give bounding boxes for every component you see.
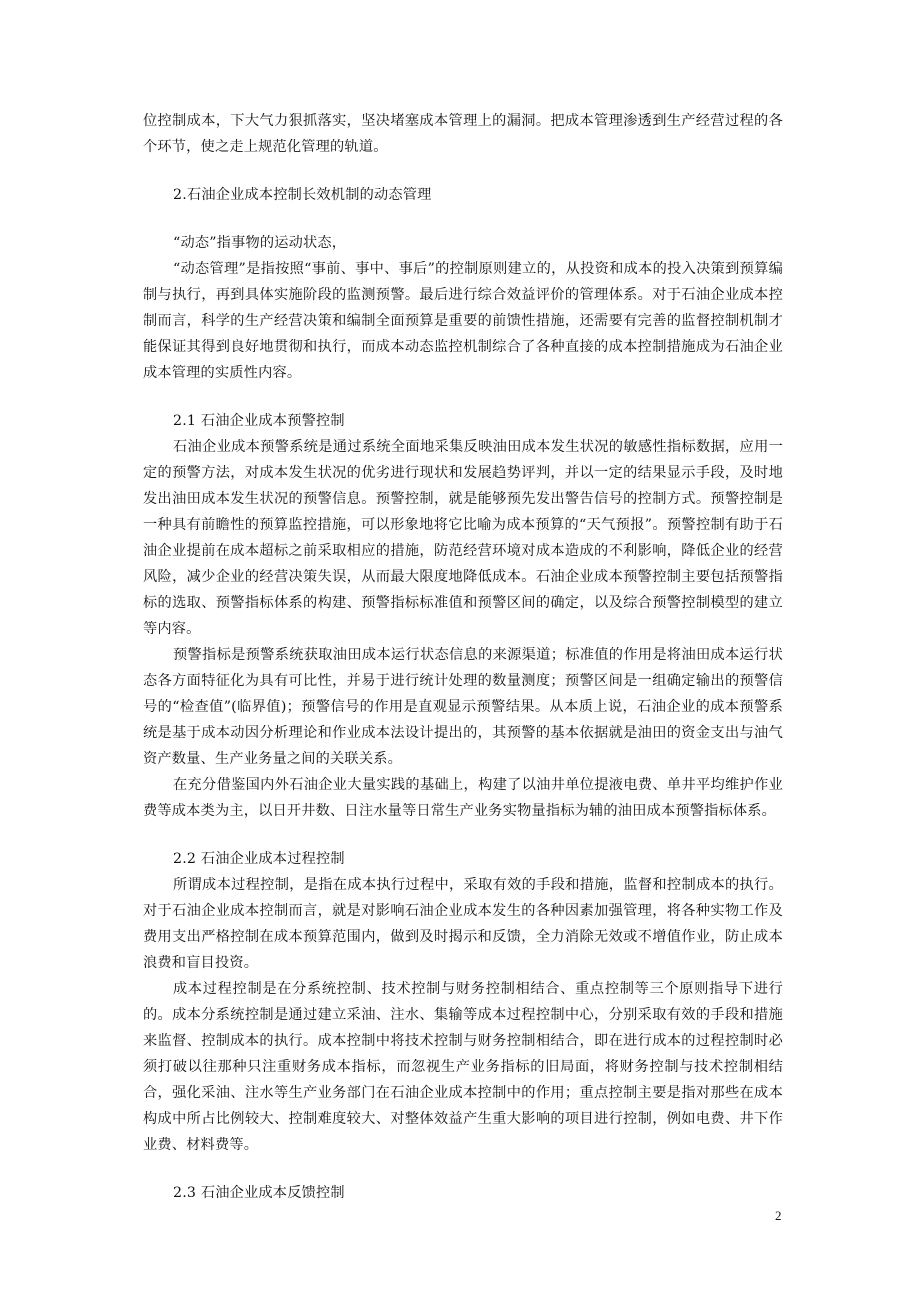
section-2-1-paragraph-3: 在充分借鉴国内外石油企业大量实践的基础上，构建了以油井单位提液电费、单井平均维护作业费等成本类为主，以日开井数、日注水量等日常生产业务实物量指标为辅的油田成本预警指标体系。: [143, 777, 783, 819]
section-2-2-paragraph-2: 成本过程控制是在分系统控制、技术控制与财务控制相结合、重点控制等三个原则指导下进行的。成本分系统控制是通过建立采油、注水、集输等成本过程控制中心，分别采取有效的手段和措施来监督、控制成本的执行。成本控制中将技术控制与财务控制相结合，即在进行成本的过程控制时必须打破以往那种只注重财务成本指标，而忽视生产业务指标的旧局面，将财务控制与技术控制相结合，强化采油、注水等生产业务部门在石油企业成本控制中的作用；重点控制主要是指对那些在成本构成中所占比例较大、控制难度较大、对整体效益产生重大影响的项目进行控制，例如电费、井下作业费、材料费等。: [143, 981, 783, 1153]
section-2-1-paragraph-2: 预警指标是预警系统获取油田成本运行状态信息的来源渠道；标准值的作用是将油田成本运行状态各方面特征化为具有可比性，并易于进行统计处理的数量测度；预警区间是一组确定输出的预警信号的“检查值”(临界值)；预警信号的作用是直观显示预警结果。从本质上说，石油企业的成本预警系统是基于成本动因分析理论和作业成本法设计提出的，其预警的基本依据就是油田的资金支出与油气资产数量、生产业务量之间的关联关系。: [143, 647, 783, 767]
section-2-3-heading: 2.3 石油企业成本反馈控制: [173, 1185, 345, 1201]
document-body: [143, 108, 783, 1206]
section-2-2-paragraph-1: 所谓成本过程控制，是指在成本执行过程中，采取有效的手段和措施，监督和控制成本的执行。对于石油企业成本控制而言，就是对影响石油企业成本发生的各种因素加强管理，将各种实物工作及费用支出严格控制在成本预算范围内，做到及时揭示和反馈，全力消除无效或不增值作业，防止成本浪费和盲目投资。: [143, 877, 783, 971]
section-2-1-heading: 2.1 石油企业成本预警控制: [173, 413, 345, 429]
paragraph-top: 位控制成本，下大气力狠抓落实，坚决堵塞成本管理上的漏洞。把成本管理渗透到生产经营过程的各个环节，使之走上规范化管理的轨道。: [143, 113, 783, 155]
section-2-heading: 2.石油企业成本控制长效机制的动态管理: [173, 187, 432, 203]
section-2-1-paragraph-1: 石油企业成本预警系统是通过系统全面地采集反映油田成本发生状况的敏感性指标数据，应用一定的预警方法，对成本发生状况的优劣进行现状和发展趋势评判，并以一定的结果显示手段，及时地发出油田成本发生状况的预警信息。预警控制，就是能够预先发出警告信号的控制方式。预警控制是一种具有前瞻性的预算监控措施，可以形象地将它比喻为成本预算的“天气预报”。预警控制有助于石油企业提前在成本超标之前采取相应的措施，防范经营环境对成本造成的不利影响，降低企业的经营风险，减少企业的经营决策失误，从而最大限度地降低成本。石油企业成本预警控制主要包括预警指标的选取、预警指标体系的构建、预警指标标准值和预警区间的确定，以及综合预警控制模型的建立等内容。: [143, 439, 783, 637]
dynamic-management-paragraph: “动态管理”是指按照“事前、事中、事后”的控制原则建立的，从投资和成本的投入决策到预算编制与执行，再到具体实施阶段的监测预警。最后进行综合效益评价的管理体系。对于石油企业成本控制而言，科学的生产经营决策和编制全面预算是重要的前馈性措施，还需要有完善的监督控制机制才能保证其得到良好地贯彻和执行，而成本动态监控机制综合了各种直接的成本控制措施成为石油企业成本管理的实质性内容。: [143, 261, 783, 381]
section-2-2-heading: 2.2 石油企业成本过程控制: [173, 851, 345, 867]
dynamic-definition: “动态”指事物的运动状态，: [173, 235, 347, 251]
page-number: 2: [775, 1208, 782, 1223]
